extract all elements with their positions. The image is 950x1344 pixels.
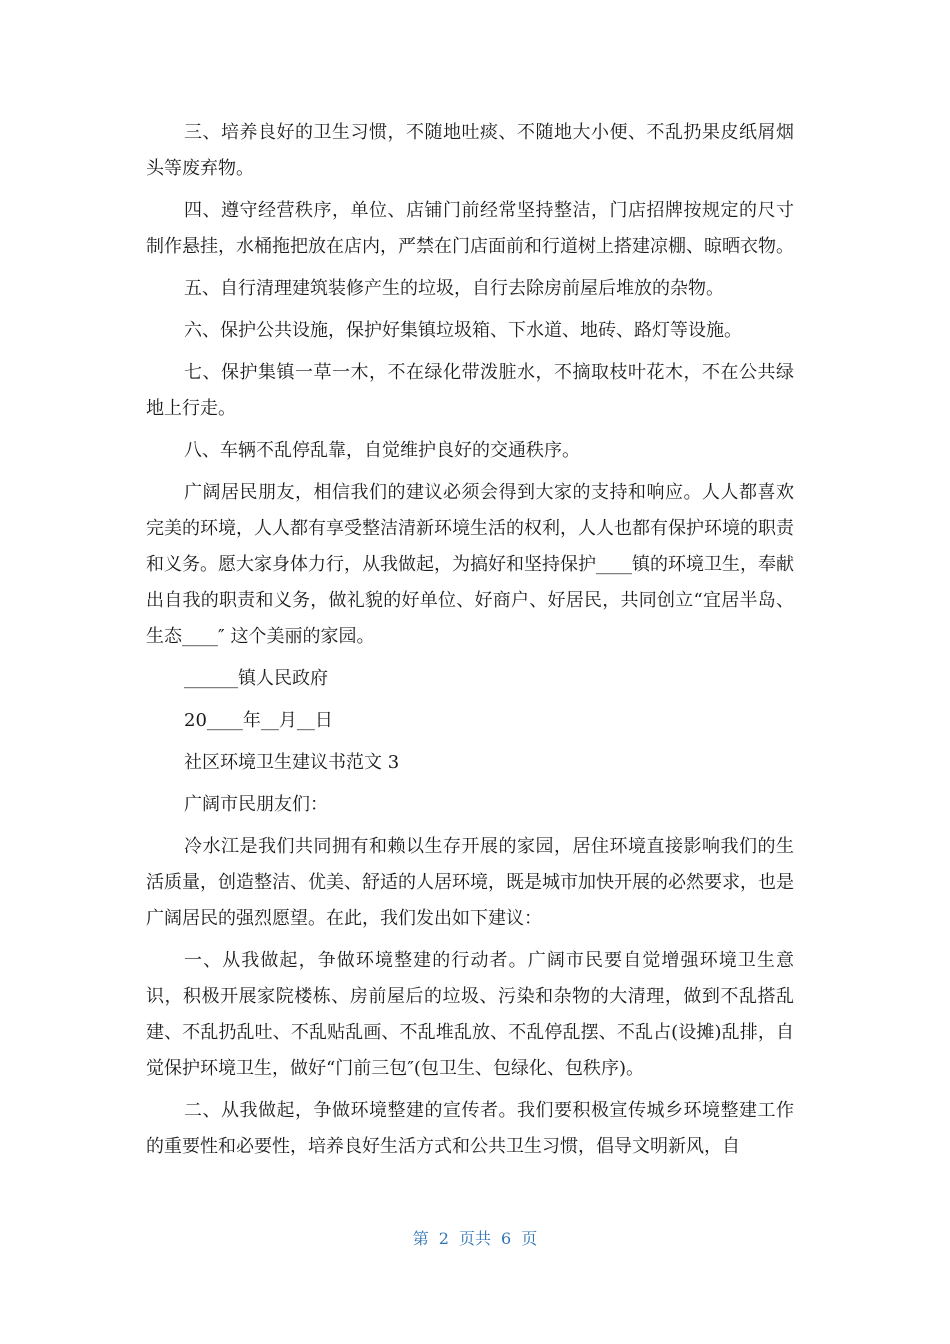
paragraph-two: 二、从我做起，争做环境整建的宣传者。我们要积极宣传城乡环境整建工作的重要性和必要性，培养良好生活方式和公共卫生习惯，倡导文明新风，自 (146, 1100, 794, 1157)
document-body (146, 115, 794, 1171)
paragraph-5: 五、自行清理建筑装修产生的垃圾，自行去除房前屋后堆放的杂物。 (184, 278, 724, 299)
paragraph-6: 六、保护公共设施，保护好集镇垃圾箱、下水道、地砖、路灯等设施。 (184, 320, 742, 341)
section-title: 社区环境卫生建议书范文 3 (184, 752, 400, 773)
footer-current-page: 2 (438, 1229, 449, 1248)
paragraph-one: 一、从我做起，争做环境整建的行动者。广阔市民要自觉增强环境卫生意识，积极开展家院楼栋、房前屋后的垃圾、污染和杂物的大清理，做到不乱搭乱建、不乱扔乱吐、不乱贴乱画、不乱堆乱放、不乱停乱摆、不乱占(设摊)乱排，自觉保护环境卫生，做好“门前三包″(包卫生、包绿化、包秩序)。 (146, 950, 794, 1079)
footer-ye-gong: 页共 (458, 1229, 491, 1248)
paragraph-3: 三、培养良好的卫生习惯，不随地吐痰、不随地大小便、不乱扔果皮纸屑烟头等废弃物。 (146, 122, 794, 179)
footer-di: 第 (412, 1229, 429, 1248)
date-line: 20____年__月__日 (184, 710, 333, 731)
paragraph-appeal: 广阔居民朋友，相信我们的建议必须会得到大家的支持和响应。人人都喜欢完美的环境，人人都有享受整洁清新环境生活的权利，人人也都有保护环境的职责和义务。愿大家身体力行，从我做起，为搞好和坚持保护____镇的环境卫生，奉献出自我的职责和义务，做礼貌的好单位、好商户、好居民，共同创立“宜居半岛、生态____″ 这个美丽的家园。 (146, 482, 794, 647)
page-footer (0, 1226, 950, 1249)
signature-line: ______镇人民政府 (184, 668, 328, 689)
paragraph-intro: 冷水江是我们共同拥有和赖以生存开展的家园，居住环境直接影响我们的生活质量，创造整洁、优美、舒适的人居环境，既是城市加快开展的必然要求，也是广阔居民的强烈愿望。在此，我们发出如下建议： (146, 836, 794, 929)
paragraph-8: 八、车辆不乱停乱靠，自觉维护良好的交通秩序。 (184, 440, 580, 461)
footer-ye: 页 (521, 1229, 538, 1248)
footer-total-pages: 6 (501, 1229, 512, 1248)
paragraph-7: 七、保护集镇一草一木，不在绿化带泼脏水，不摘取枝叶花木，不在公共绿地上行走。 (146, 362, 794, 419)
paragraph-4: 四、遵守经营秩序，单位、店铺门前经常坚持整洁，门店招牌按规定的尺寸制作悬挂，水桶拖把放在店内，严禁在门店面前和行道树上搭建凉棚、晾晒衣物。 (146, 200, 794, 257)
salutation: 广阔市民朋友们： (184, 794, 328, 815)
